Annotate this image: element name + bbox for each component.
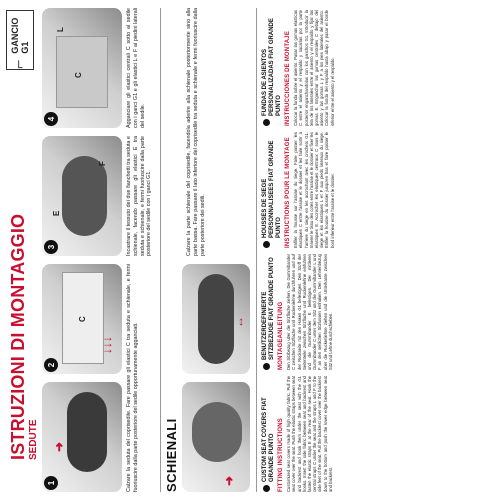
arrow-icon: ➜	[222, 475, 236, 486]
step-4-number: 4	[44, 112, 58, 126]
hook-icon: ⌐	[11, 59, 28, 69]
label-l: L	[56, 27, 65, 32]
column-spanish	[262, 10, 337, 126]
step-3-number: 3	[44, 240, 58, 254]
step-2-number: 2	[44, 358, 58, 372]
backrest-caption: Calzare la parte schienale del coprisedile, facendola aderire alla schienale posteriormente sino alla parte bassa. Fare passare il lato inferiore del coprisedile tra seduta e schienale e fermi fuoriuscire dalla parte posteriore dei sedili.	[186, 8, 206, 256]
step-1-caption: Calzare la seduta del coprisedile. Fare passare gli elastici C tra seduta e schienale, e fermi fuoriuscire dalla parte posteriore del sedile opportunamente agganciati.	[126, 264, 139, 492]
step-1-photo	[42, 382, 122, 492]
column-spanish-heading: FUNDAS DE ASIENTOS PERSONALIZADAS FIAT GRANDE PUNTO	[262, 18, 282, 116]
backrest-cover-shape	[198, 274, 234, 364]
divider	[160, 8, 161, 492]
column-french-section: INSTRUCTIONS POUR LE MONTAGE	[285, 137, 291, 248]
flag-es-icon	[263, 119, 270, 126]
backrest-photo-2	[182, 264, 250, 374]
column-spanish-section: INSTRUCCIONES DE MONTAJE	[285, 30, 291, 126]
column-french-body: Enfiler la housse sur l'assise du siege. Faire passer les elastiques C entre l'assise et le dossier et les faire sortir a l'arriere du siege en les accrochant avec les crochets G1. Inserer le tissu des cotes entre l'assise et le dossier et fixer les elastiques E. Accrocher les elastiques centraux C sous le siege et les elastiques L et F aux pieds lateraux du siege. Enfiler la housse du dossier jusqu'en bas et faire passer le bord inferieur entre l'assise et le dossier.	[293, 132, 335, 248]
arrow-icon: ➜	[52, 441, 66, 452]
label-e: E	[52, 210, 61, 216]
label-c: C	[78, 316, 87, 322]
backrest-shape	[192, 402, 242, 462]
backrest-photo-1	[182, 382, 250, 492]
step-1-number: 1	[44, 476, 58, 490]
flag-en-icon	[263, 485, 270, 492]
column-spanish-body: Colocar la funda sobre el asiento. Pasar las gomas elasticas C entre el asiento y el respaldo y sacarlas por la parte posterior enganchandolas con los ganchos G1. Introducir la tela de los laterales entre el asiento y el respaldo y fijar las gomas E. Enganchar las gomas centrales C debajo del asiento y las gomas L y F a los pies laterales del asiento. Colocar la funda del respaldo hasta abajo y pasar el borde inferior entre el asiento y el respaldo.	[293, 10, 335, 126]
page-title: ISTRUZIONI DI MONTAGGIO	[8, 213, 28, 460]
label-c-under: C	[74, 72, 83, 78]
column-english	[262, 376, 335, 492]
backrest-section-title: SCHIENALI	[164, 418, 179, 492]
column-french-heading: HOUSSES DE SIEGE PERSONNALISEES FIAT GRANDE PUNTO	[262, 140, 282, 238]
divider	[256, 8, 257, 492]
column-english-body: Customized seat covers made of high quality fabric. Pull the seat cover over the seat. Push the elastic straps between seat and backrest and hook them under the seat with the G1 hooks. Insert the side fabric between seat and backrest and fasten the elastic straps E at the rear of the seat. Hook the central straps C under the seat and the straps L and F to the side feet of the seat. Pull the backrest cover over the backrest down to the bottom and push the lower edge between seat and backrest.	[286, 376, 333, 492]
column-german-body: Den Sitzbezug uber die Sitzflache ziehen. Die Gummibander C zwischen Sitzflache und Ruckenlehne durchfuhren und auf der Ruckseite mit den Haken G1 befestigen. Den Stoff der Seitenteile zwischen Sitzflache und Ruckenlehne einfuhren und die Gummibander E befestigen. Die mittleren Gummibander C unter dem Sitz und die Gummibander L und F an den seitlichen Sitzfussen einhaken. Den Lehnenbezug uber die Ruckenlehne ziehen und die Unterkante zwischen Sitz und Lehne durchschieben.	[286, 254, 333, 370]
column-english-section: FITTING INSTRUCTIONS	[278, 418, 284, 492]
arrow-icon: ↔	[232, 316, 246, 328]
column-german	[262, 254, 335, 370]
step-2-photo	[42, 264, 122, 374]
column-german-section: MONTAGEANLEITUNG	[278, 301, 284, 370]
page-subtitle: SEDUTE	[28, 419, 39, 460]
column-french	[262, 132, 337, 248]
hook-label: GANCIO G1	[10, 17, 30, 54]
column-german-heading: BENUTZERDEFINIERTE SITZBEZUGE FIAT GRANDE PUNTO	[262, 257, 275, 360]
flag-fr-icon	[263, 241, 270, 248]
seat-shape	[67, 392, 107, 472]
step-4-photo	[42, 8, 122, 128]
hook-reference-box	[6, 10, 34, 70]
seat-side-shape	[62, 156, 107, 236]
arrow-icon: ↓↓↓	[100, 336, 114, 354]
label-f: F	[98, 161, 107, 166]
flag-de-icon	[263, 363, 270, 370]
step-3-caption: Incastrare il tessuto dei due fianchetti tra seduta e schienale, facendo passare gli elastici E tra seduta e schienale, e fermi fuoriuscire dalla parte posteriore del sedile con i ganci G1.	[126, 136, 153, 256]
column-english-heading: CUSTOM SEAT COVERS FIAT GRANDE PUNTO	[262, 397, 275, 482]
step-4-caption: Agganciare gli elastici centrali C sotto al sedile con i ganci G1 e gli elastici L e F ai piedini laterali del sedile.	[126, 8, 146, 128]
step-3-photo	[42, 136, 122, 256]
